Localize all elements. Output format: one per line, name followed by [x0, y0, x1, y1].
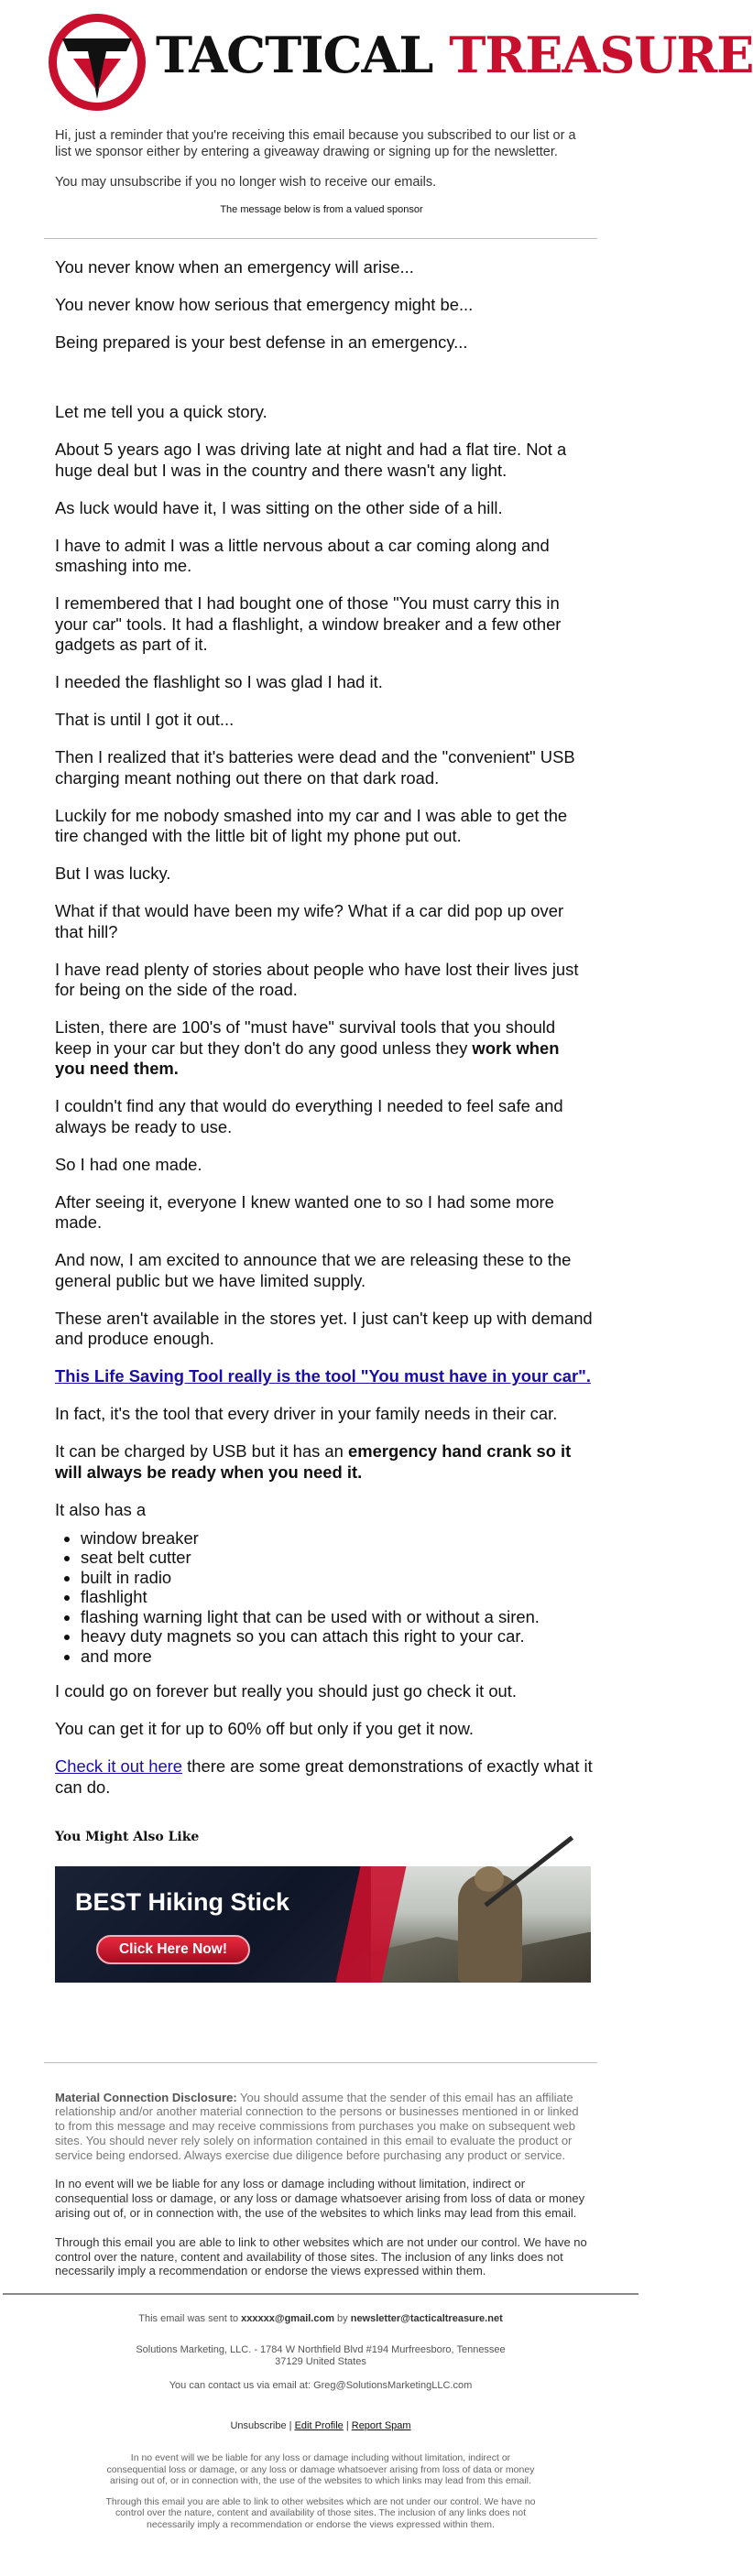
story-emphasis: work when you need them.	[55, 1038, 560, 1078]
address-line: Solutions Marketing, LLC. - 1784 W Northfield Blvd #194 Murfreesboro, Tennessee	[136, 2344, 506, 2356]
story-paragraph: Let me tell you a quick story.	[55, 402, 267, 421]
feature-item: • and more	[81, 1647, 594, 1667]
story-paragraph: In fact, it's the tool that every driver in your family needs in their car.	[55, 1404, 558, 1423]
address-line: 37129 United States	[275, 2356, 366, 2368]
edit-profile-link[interactable]: Edit Profile	[294, 2420, 344, 2432]
product-link[interactable]: This Life Saving Tool really is the tool "You must have in your car".	[55, 1366, 591, 1386]
story-paragraph: You never know when an emergency will arise...	[55, 257, 414, 277]
check-it-out-link[interactable]: Check it out here	[55, 1756, 183, 1776]
story-paragraph	[55, 1756, 594, 1798]
hiking-stick-promo-banner[interactable]	[55, 1866, 591, 1983]
sponsor-message	[0, 239, 641, 1798]
disclosure-lead: Material Connection Disclosure:	[55, 2090, 237, 2104]
feature-list	[81, 1528, 594, 1667]
story-paragraph: But I was lucky.	[55, 864, 171, 883]
disclosure-text: You should assume that the sender of this email has an affiliate relationship and/or another material connection to the persons or businesses mentioned in or linked to from this message and may receive commissions from purchases you make on subsequent web sites. You should never rely solely on information contained in this email to evaluate the product or service being endorsed. Always exercise due diligence before purchasing any product or service.	[55, 2090, 579, 2162]
story-paragraph: As luck would have it, I was sitting on the other side of a hill.	[55, 497, 503, 517]
footer-legal: In no event will we be liable for any loss or damage including without limitation, indirect or consequential loss or damage, or any loss or damage whatsoever arising from loss of data or money arising out of, or in connection with, the use of the websites to which links may lead from this email.	[106, 2452, 535, 2487]
sent-by-word: by	[333, 2313, 351, 2325]
story-paragraph: I have to admit I was a little nervous about a car coming along and smashing into me.	[55, 535, 550, 575]
feature-item: • flashing warning light that can be used with or without a siren.	[81, 1607, 594, 1627]
promo-background	[55, 1866, 376, 1983]
story-paragraph: I remembered that I had bought one of those "You must carry this in your car" tools. It had a flashlight, a window breaker and a few other gadgets as part of it.	[55, 593, 562, 654]
sent-prefix: This email was sent to	[138, 2313, 242, 2325]
story-text: there are some great demonstrations of exactly what it can do.	[55, 1756, 593, 1797]
feature-item: • heavy duty magnets so you can attach this right to your car.	[81, 1626, 594, 1647]
recipient-email: xxxxxx@gmail.com	[241, 2313, 334, 2325]
story-paragraph: And now, I am excited to announce that we are releasing these to the general public but we have limited supply.	[55, 1250, 572, 1290]
story-paragraph: After seeing it, everyone I knew wanted one to so I had some more made.	[55, 1191, 554, 1232]
story-paragraph	[55, 1017, 594, 1080]
reminder-text: Hi, just a reminder that you're receiving this email because you subscribed to our list or a list we sponsor either by entering a giveaway drawing or signing up for the newsletter.	[55, 128, 576, 159]
disclosure-paragraph	[55, 2091, 588, 2163]
hiker-head	[475, 1866, 504, 1892]
story-paragraph: It also has a	[55, 1499, 147, 1519]
story-text: It can be charged by USB but it has an	[55, 1441, 348, 1461]
footer-links	[37, 2420, 605, 2432]
story-paragraph: I couldn't find any that would do everything I needed to feel safe and always be ready to use.	[55, 1096, 563, 1136]
tt-shield-logo-icon[interactable]	[46, 11, 148, 114]
contact-line: You can contact us via email at: Greg@SolutionsMarketingLLC.com	[169, 2380, 473, 2392]
story-paragraph: You can get it for up to 60% off but only if you get it now.	[55, 1719, 475, 1738]
brand-word-tactical: TACTICAL	[156, 26, 433, 84]
external-links-paragraph: Through this email you are able to link to other websites which are not under our control. We have no control over the nature, content and availability of those sites. The inclusion of any links does not necessarily imply a recommendation or endorse the views expressed within them.	[55, 2234, 587, 2278]
story-text: Listen, there are 100's of "must have" survival tools that you should keep in your car but they don't do any good unless they	[55, 1017, 556, 1058]
brand-word-treasure: TREASURE	[449, 26, 753, 84]
postal-address	[37, 2344, 605, 2368]
sponsor-note: The message below is from a valued sponsor	[220, 203, 423, 215]
story-paragraph: So I had one made.	[55, 1154, 202, 1174]
unsubscribe-link[interactable]: Unsubscribe	[230, 2420, 287, 2432]
feature-item: • flashlight	[81, 1587, 594, 1607]
story-paragraph: What if that would have been my wife? What if a car did pop up over that hill?	[55, 901, 564, 941]
feature-item: • seat belt cutter	[81, 1548, 594, 1568]
story-paragraph: That is until I got it out...	[55, 710, 235, 729]
material-disclosure	[0, 2063, 641, 2279]
liability-paragraph: In no event will we be liable for any loss or damage including without limitation, indirect or consequential loss or damage, or any loss or damage whatsoever arising from loss of data or money arising out of, or in connection with, the use of the websites to which links may lead from this email.	[55, 2177, 585, 2221]
story-paragraph: Being prepared is your best defense in an emergency...	[55, 332, 468, 352]
spacer	[55, 370, 594, 402]
click-here-now-button[interactable]: Click Here Now!	[96, 1935, 250, 1964]
story-paragraph: You never know how serious that emergency might be...	[55, 295, 474, 314]
subscription-notice	[0, 119, 641, 218]
story-paragraph	[55, 1366, 594, 1387]
story-paragraph: I have read plenty of stories about people who have lost their lives just for being on the side of the road.	[55, 959, 579, 999]
email-header	[0, 0, 753, 119]
story-paragraph: About 5 years ago I was driving late at night and had a flat tire. Not a huge deal but I was in the country and there wasn't any light.	[55, 440, 567, 480]
story-paragraph: Then I realized that it's batteries were dead and the "convenient" USB charging meant nothing out there on that dark road.	[55, 747, 575, 788]
sent-to-line	[37, 2313, 605, 2325]
story-paragraph	[55, 1441, 594, 1483]
story-emphasis: emergency hand crank so it will always be ready when you need it.	[55, 1441, 572, 1482]
link-separator: |	[286, 2420, 295, 2432]
email-footer	[0, 2295, 641, 2576]
story-paragraph: I could go on forever but really you should just go check it out.	[55, 1681, 517, 1701]
link-separator: |	[343, 2420, 352, 2432]
feature-item: • built in radio	[81, 1568, 594, 1588]
report-spam-link[interactable]: Report Spam	[351, 2420, 411, 2432]
unsubscribe-note: You may unsubscribe if you no longer wish to receive our emails.	[55, 175, 437, 190]
feature-item: • window breaker	[81, 1528, 594, 1549]
story-paragraph: Luckily for me nobody smashed into my car and I was able to get the tire changed with the little bit of light my phone put out.	[55, 805, 568, 845]
story-paragraph: These aren't available in the stores yet. I just can't keep up with demand and produce enough.	[55, 1308, 593, 1348]
sender-email: newsletter@tacticaltreasure.net	[350, 2313, 503, 2325]
you-might-also-like-heading: You Might Also Like	[55, 1829, 200, 1844]
promo-title: BEST Hiking Stick	[75, 1887, 290, 1916]
story-paragraph: I needed the flashlight so I was glad I had it.	[55, 672, 383, 691]
brand-wordmark[interactable]	[156, 27, 753, 82]
footer-legal: Through this email you are able to link to other websites which are not under our control. We have no control over the nature, content and availability of those sites. The inclusion of any links does not necessarily imply a recommendation or endorse the views expressed within them.	[105, 2495, 536, 2530]
